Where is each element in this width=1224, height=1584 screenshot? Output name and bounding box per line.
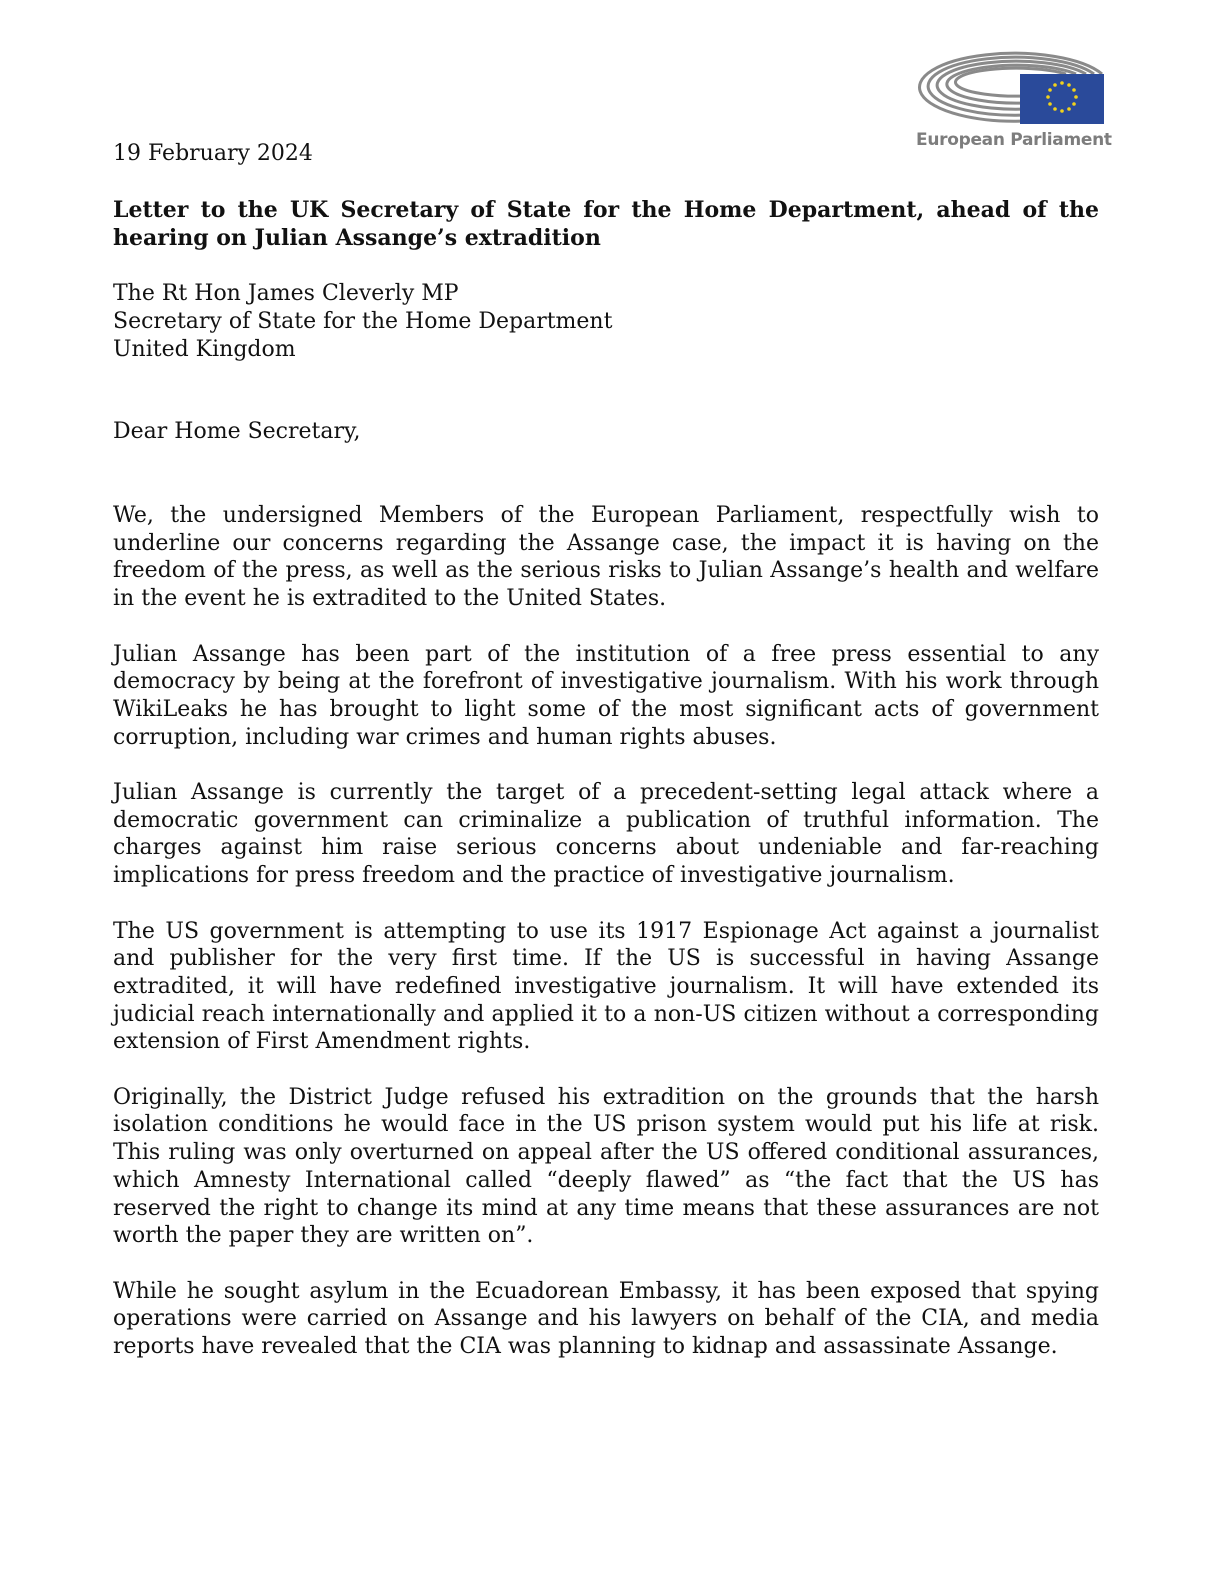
body-paragraph: Julian Assange has been part of the institution of a free press essential to any democracy by being at the forefront of investigative journalism. With his work through WikiLeaks he has brought to light some of the most significant acts of government corruption, including war crimes and human rights abuses. <box>113 641 1099 750</box>
letter-date: 19 February 2024 <box>113 141 313 166</box>
body-paragraph: Julian Assange is currently the target of a precedent-setting legal attack where a democratic government can criminalize a publication of truthful information. The charges against him raise serious concerns about undeniable and far-reaching implications for press freedom and the practice of investigative journalism. <box>113 780 1099 889</box>
recipient-title: Secretary of State for the Home Department <box>113 309 613 334</box>
recipient-name: The Rt Hon James Cleverly MP <box>113 281 459 306</box>
recipient-country: United Kingdom <box>113 337 296 362</box>
recipient-address <box>113 280 612 364</box>
body-paragraph: We, the undersigned Members of the European Parliament, respectfully wish to underline our concerns regarding the Assange case, the impact it is having on the freedom of the press, as well as the serious risks to Julian Assange’s health and welfare in the event he is extradited to the United States. <box>113 503 1099 612</box>
parliament-hemicycle-icon <box>916 34 1108 130</box>
salutation: Dear Home Secretary, <box>113 419 361 444</box>
body-paragraph: The US government is attempting to use its 1917 Espionage Act against a journalist and publisher for the very first time. If the US is successful in having Assange extradited, it will have redefined investigative journalism. It will have extended its judicial reach internationally and applied it to a non-US citizen without a corresponding extension of First Amendment rights. <box>113 918 1099 1055</box>
letter-title: Letter to the UK Secretary of State for the Home Department, ahead of the hearing on Julian Assange’s extradition <box>113 197 1099 251</box>
european-parliament-logo <box>916 34 1112 154</box>
logo-wordmark: European Parliament <box>916 130 1112 150</box>
body-paragraph: Originally, the District Judge refused his extradition on the grounds that the harsh isolation conditions he would face in the US prison system would put his life at risk. This ruling was only overturned on appeal after the US offered conditional assurances, which Amnesty International called “deeply flawed” as “the fact that the US has reserved the right to change its mind at any time means that these assurances are not worth the paper they are written on”. <box>113 1084 1099 1249</box>
body-paragraph: While he sought asylum in the Ecuadorean Embassy, it has been exposed that spying operations were carried on Assange and his lawyers on behalf of the CIA, and media reports have revealed that the CIA was planning to kidnap and assassinate Assange. <box>113 1278 1099 1360</box>
letter-body <box>113 502 1099 1388</box>
